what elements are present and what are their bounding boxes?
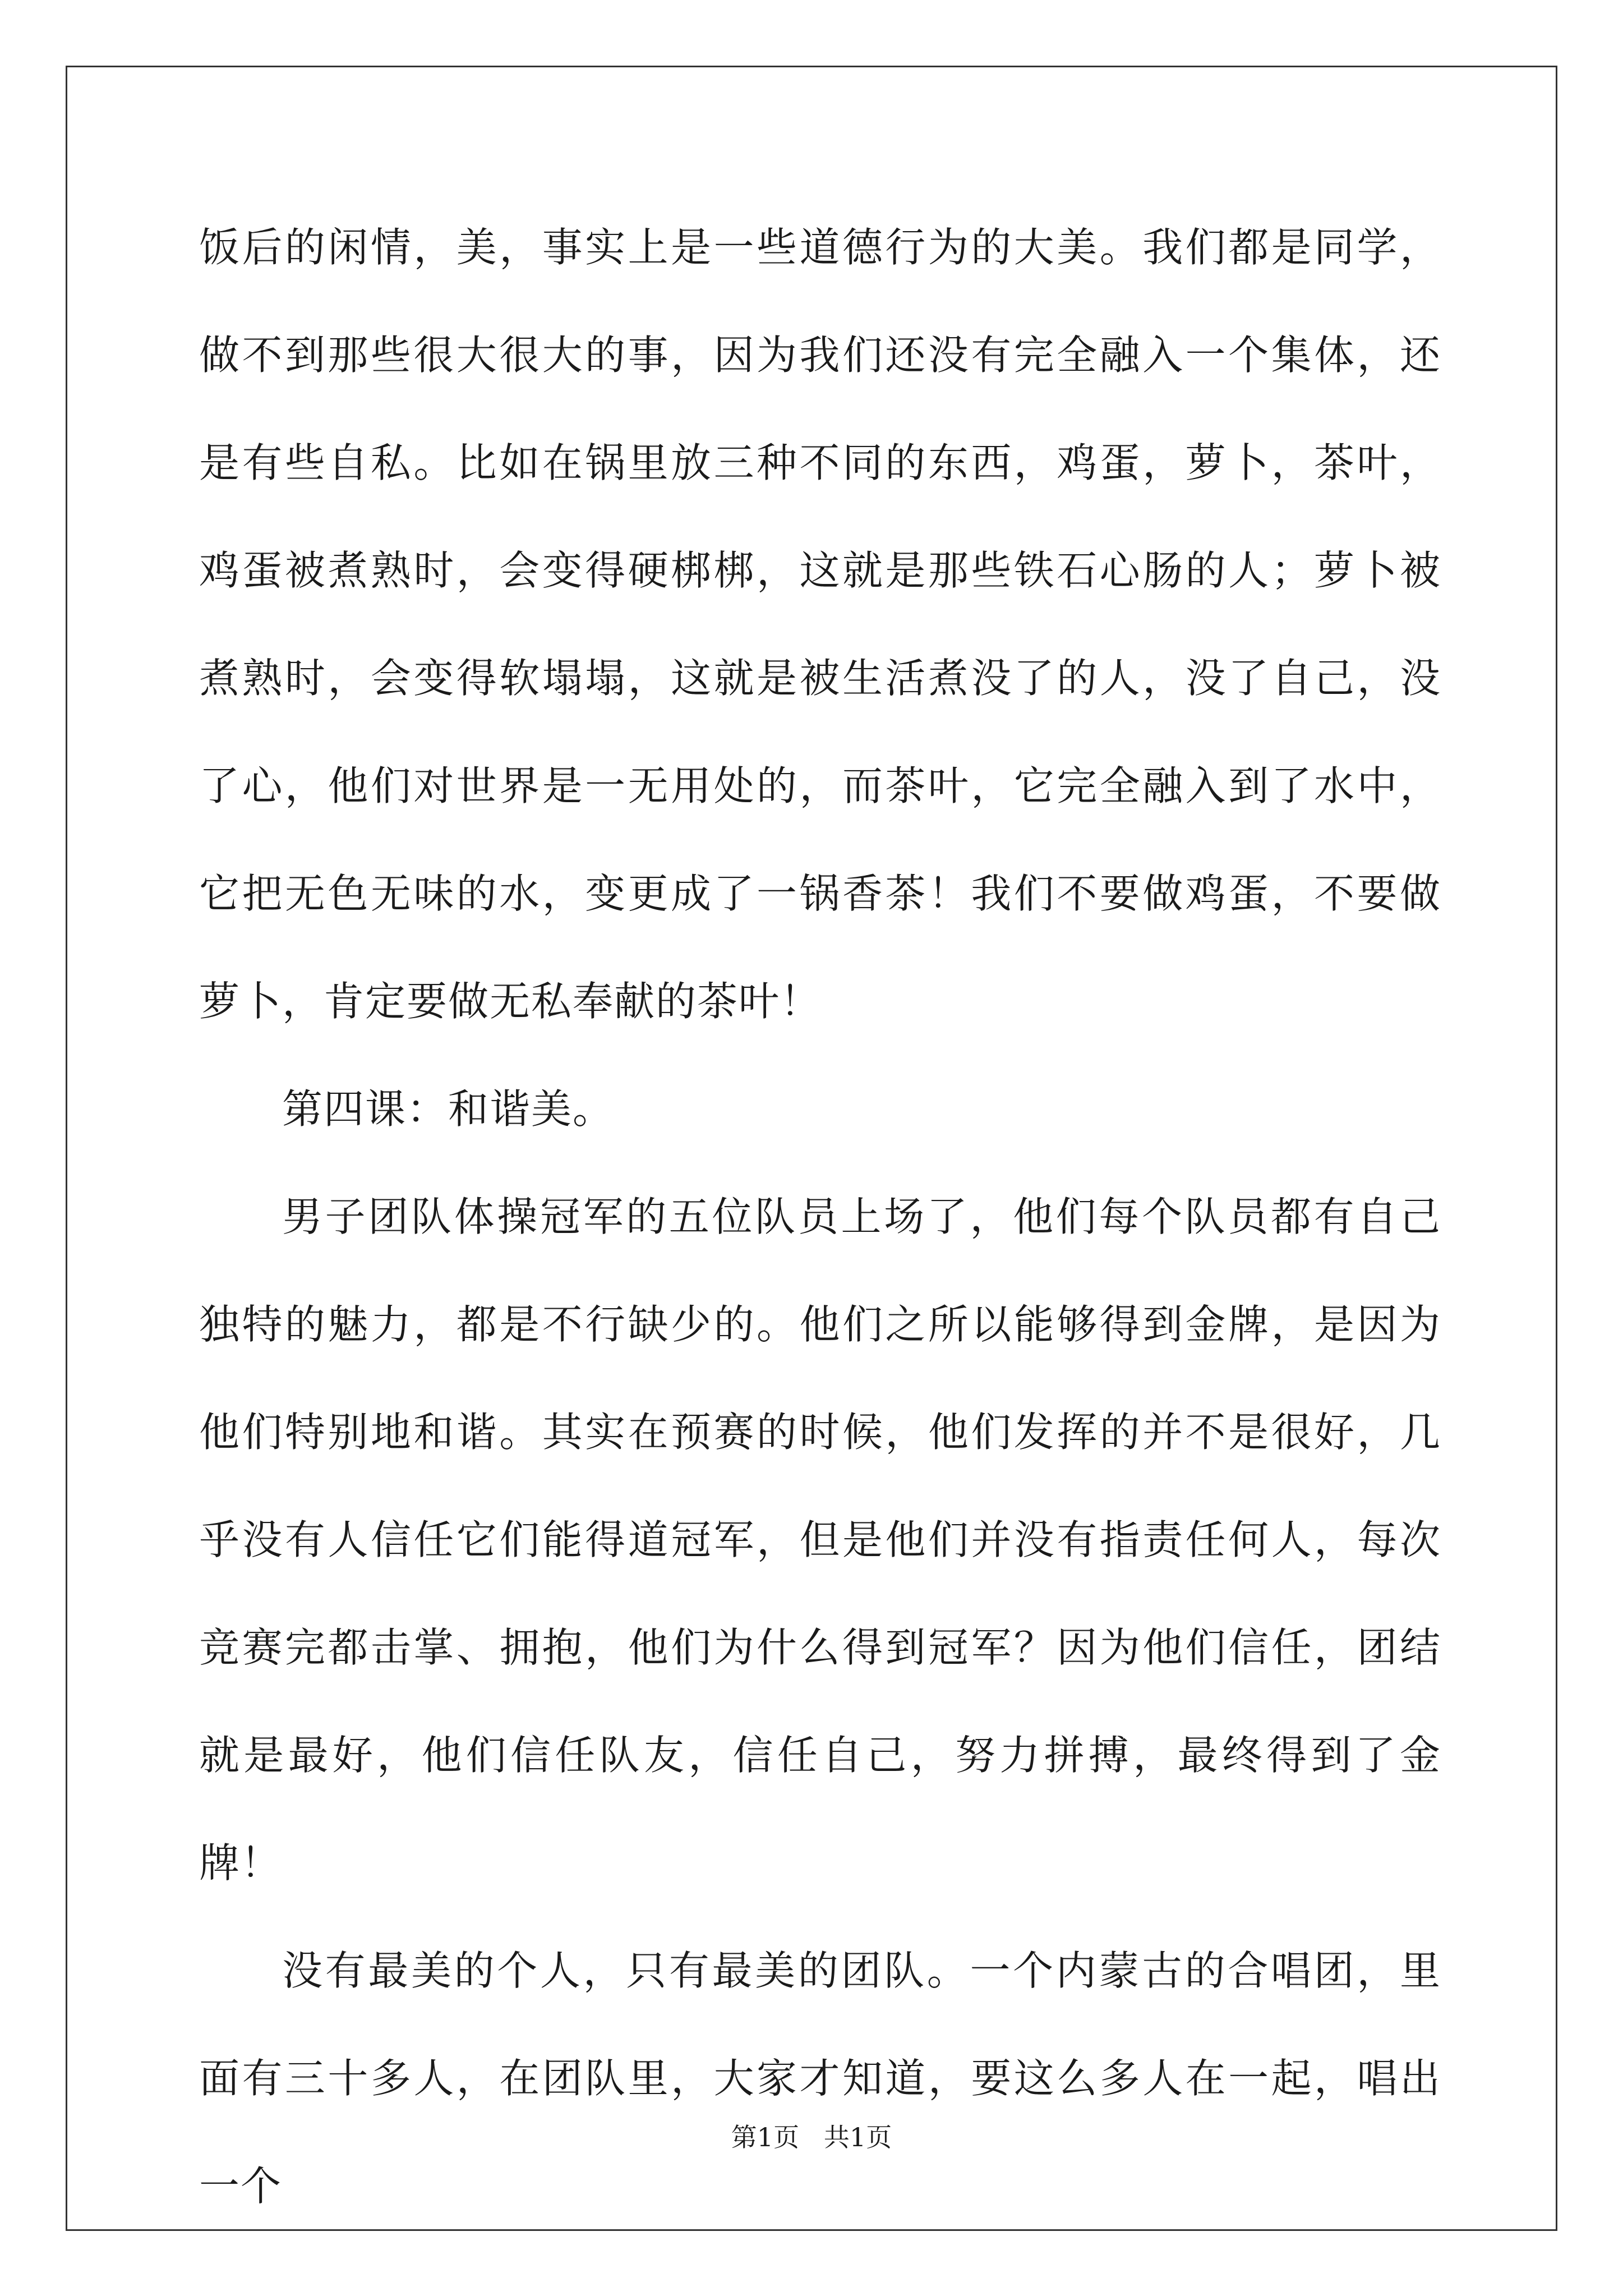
page-footer: 第1页 共1页 — [731, 2122, 892, 2152]
lesson-heading: 第四课：和谐美。 — [282, 1085, 615, 1133]
document-body — [199, 194, 1441, 2240]
paragraph-3: 男子团队体操冠军的五位队员上场了，他们每个队员都有自己独特的魅力，都是不行缺少的。他们之所以能够得到金牌，是因为他们特别地和谐。其实在预赛的时候，他们发挥的并不是很好，几乎没有人信任它们能得道冠军，但是他们并没有指责任何人，每次竞赛完都击掌、拥抱，他们为什么得到冠军？因为他们信任，团结就是最好，他们信任队友，信任自己，努力拼搏，最终得到了金牌！ — [199, 1193, 1441, 1887]
paragraph-4: 没有最美的个人，只有最美的团队。一个内蒙古的合唱团，里面有三十多人，在团队里，大家才知道，要这么多人在一起，唱出一个 — [199, 1947, 1441, 2210]
paragraph-1: 饭后的闲情，美，事实上是一些道德行为的大美。我们都是同学，做不到那些很大很大的事，因为我们还没有完全融入一个集体，还是有些自私。比如在锅里放三种不同的东西，鸡蛋，萝卜，茶叶，鸡蛋被煮熟时，会变得硬梆梆，这就是那些铁石心肠的人；萝卜被煮熟时，会变得软塌塌，这就是被生活煮没了的人，没了自己，没了心，他们对世界是一无用处的，而茶叶，它完全融入到了水中，它把无色无味的水，变更成了一锅香茶！我们不要做鸡蛋，不要做萝卜，肯定要做无私奉献的茶叶！ — [199, 224, 1441, 1025]
